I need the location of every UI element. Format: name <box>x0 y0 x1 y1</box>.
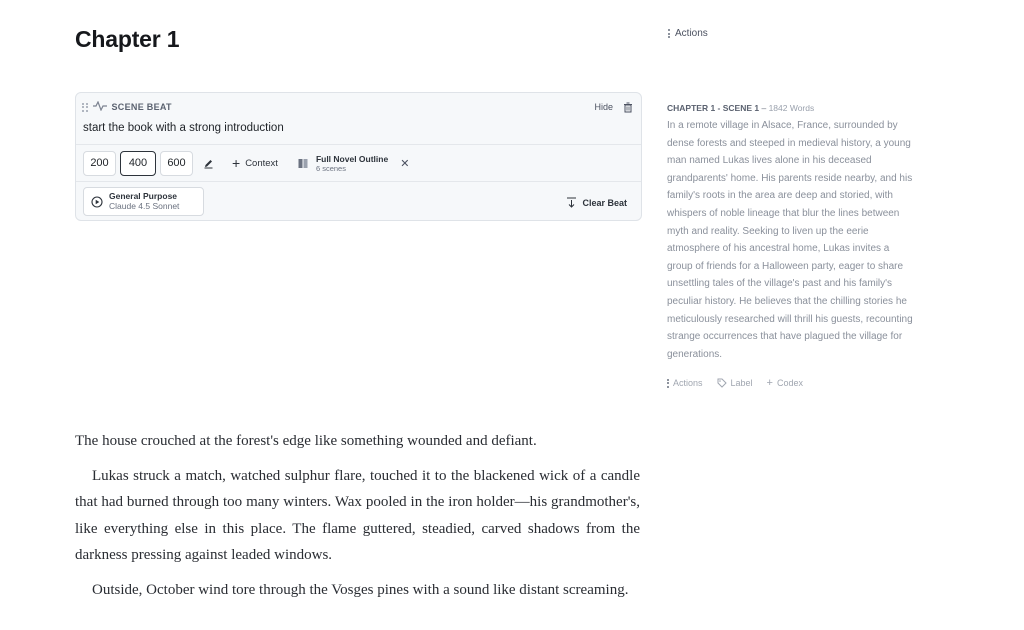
scene-summary-header <box>667 103 915 113</box>
prose-editor[interactable] <box>75 428 640 611</box>
pulse-icon <box>93 101 107 113</box>
model-sub: Claude 4.5 Sonnet <box>109 200 180 211</box>
scene-beat-header <box>82 100 633 114</box>
codex-button[interactable] <box>767 377 803 389</box>
model-name: General Purpose <box>109 190 178 201</box>
label-label: Label <box>730 378 753 389</box>
hide-button[interactable]: Hide <box>594 102 613 112</box>
plus-icon: + <box>232 155 241 171</box>
beat-footer-row <box>76 181 641 221</box>
outline-title: Full Novel Outline <box>315 153 389 164</box>
prose-paragraph[interactable]: Outside, October wind tore through the Vosges pines with a sound like distant screaming. <box>92 581 629 598</box>
play-circle-icon <box>91 196 103 208</box>
scene-separator: – <box>759 103 769 113</box>
length-200-button[interactable]: 200 <box>83 151 116 176</box>
context-label: Context <box>245 157 278 169</box>
clear-beat-label: Clear Beat <box>582 197 627 208</box>
chapter-title[interactable]: Chapter 1 <box>75 26 180 52</box>
chapter-actions-label: Actions <box>675 28 708 39</box>
length-400-button[interactable]: 400 <box>120 151 156 176</box>
outline-context-chip[interactable] <box>298 154 409 173</box>
clear-down-icon <box>566 197 577 208</box>
scene-actions-label: Actions <box>673 378 703 389</box>
scene-label: CHAPTER 1 - SCENE 1 <box>667 103 760 113</box>
prose-paragraph[interactable]: Lukas struck a match, watched sulphur flare, touched it to the blackened wick of a candle that had burned through too many winters. Wax pooled in the iron holder—his grandmother's, like everything else in this place. The flame guttered, steadied, carved shadows from the darkness pressing against leaded windows. <box>75 467 640 563</box>
scene-summary-panel <box>667 103 915 389</box>
outline-subtitle: 6 scenes <box>315 163 346 173</box>
scene-beat-label: SCENE BEAT <box>111 102 172 112</box>
scene-beat-card <box>75 92 642 221</box>
plus-icon: + <box>766 377 773 390</box>
trash-icon[interactable] <box>623 102 633 113</box>
pencil-icon[interactable] <box>203 158 214 169</box>
word-count: 1842 Words <box>768 103 815 113</box>
scene-summary-text[interactable]: In a remote village in Alsace, France, surrounded by dense forests and steeped in medieval history, a young man named Lukas lives alone in his deceased grandparents' home. His parents reside nearby, and his family's roots in the area are deep and storied, with whispers of noble lineage that blur the lines between myth and reality. Seeking to liven up the eerie atmosphere of his ancestral home, Lukas invites a group of friends for a Halloween party, eager to share unsettling tales of the village's past and his family's peculiar history. He believes that the chilling stories he meticulously researched will thrill his guests, recounting strange occurrences that have plagued the village for generations. <box>667 120 913 360</box>
scene-beat-text[interactable]: start the book with a strong introduction <box>83 122 284 134</box>
drag-handle-icon[interactable] <box>82 103 88 112</box>
scene-actions-button[interactable] <box>667 378 703 388</box>
more-vertical-icon <box>668 29 670 38</box>
more-vertical-icon <box>667 379 669 388</box>
tag-icon <box>717 378 727 388</box>
chapter-actions-button[interactable] <box>668 28 708 39</box>
beat-options-row <box>76 144 641 181</box>
prose-paragraph[interactable]: The house crouched at the forest's edge like something wounded and defiant. <box>75 433 537 449</box>
add-context-button[interactable] <box>232 155 278 171</box>
scene-actions-row <box>667 377 915 389</box>
close-icon[interactable]: ✕ <box>400 157 410 170</box>
book-icon <box>298 158 310 169</box>
length-600-button[interactable]: 600 <box>160 151 193 176</box>
codex-label: Codex <box>776 378 803 389</box>
model-select-button[interactable] <box>83 187 204 216</box>
label-button[interactable] <box>717 378 753 388</box>
clear-beat-button[interactable] <box>566 197 627 208</box>
